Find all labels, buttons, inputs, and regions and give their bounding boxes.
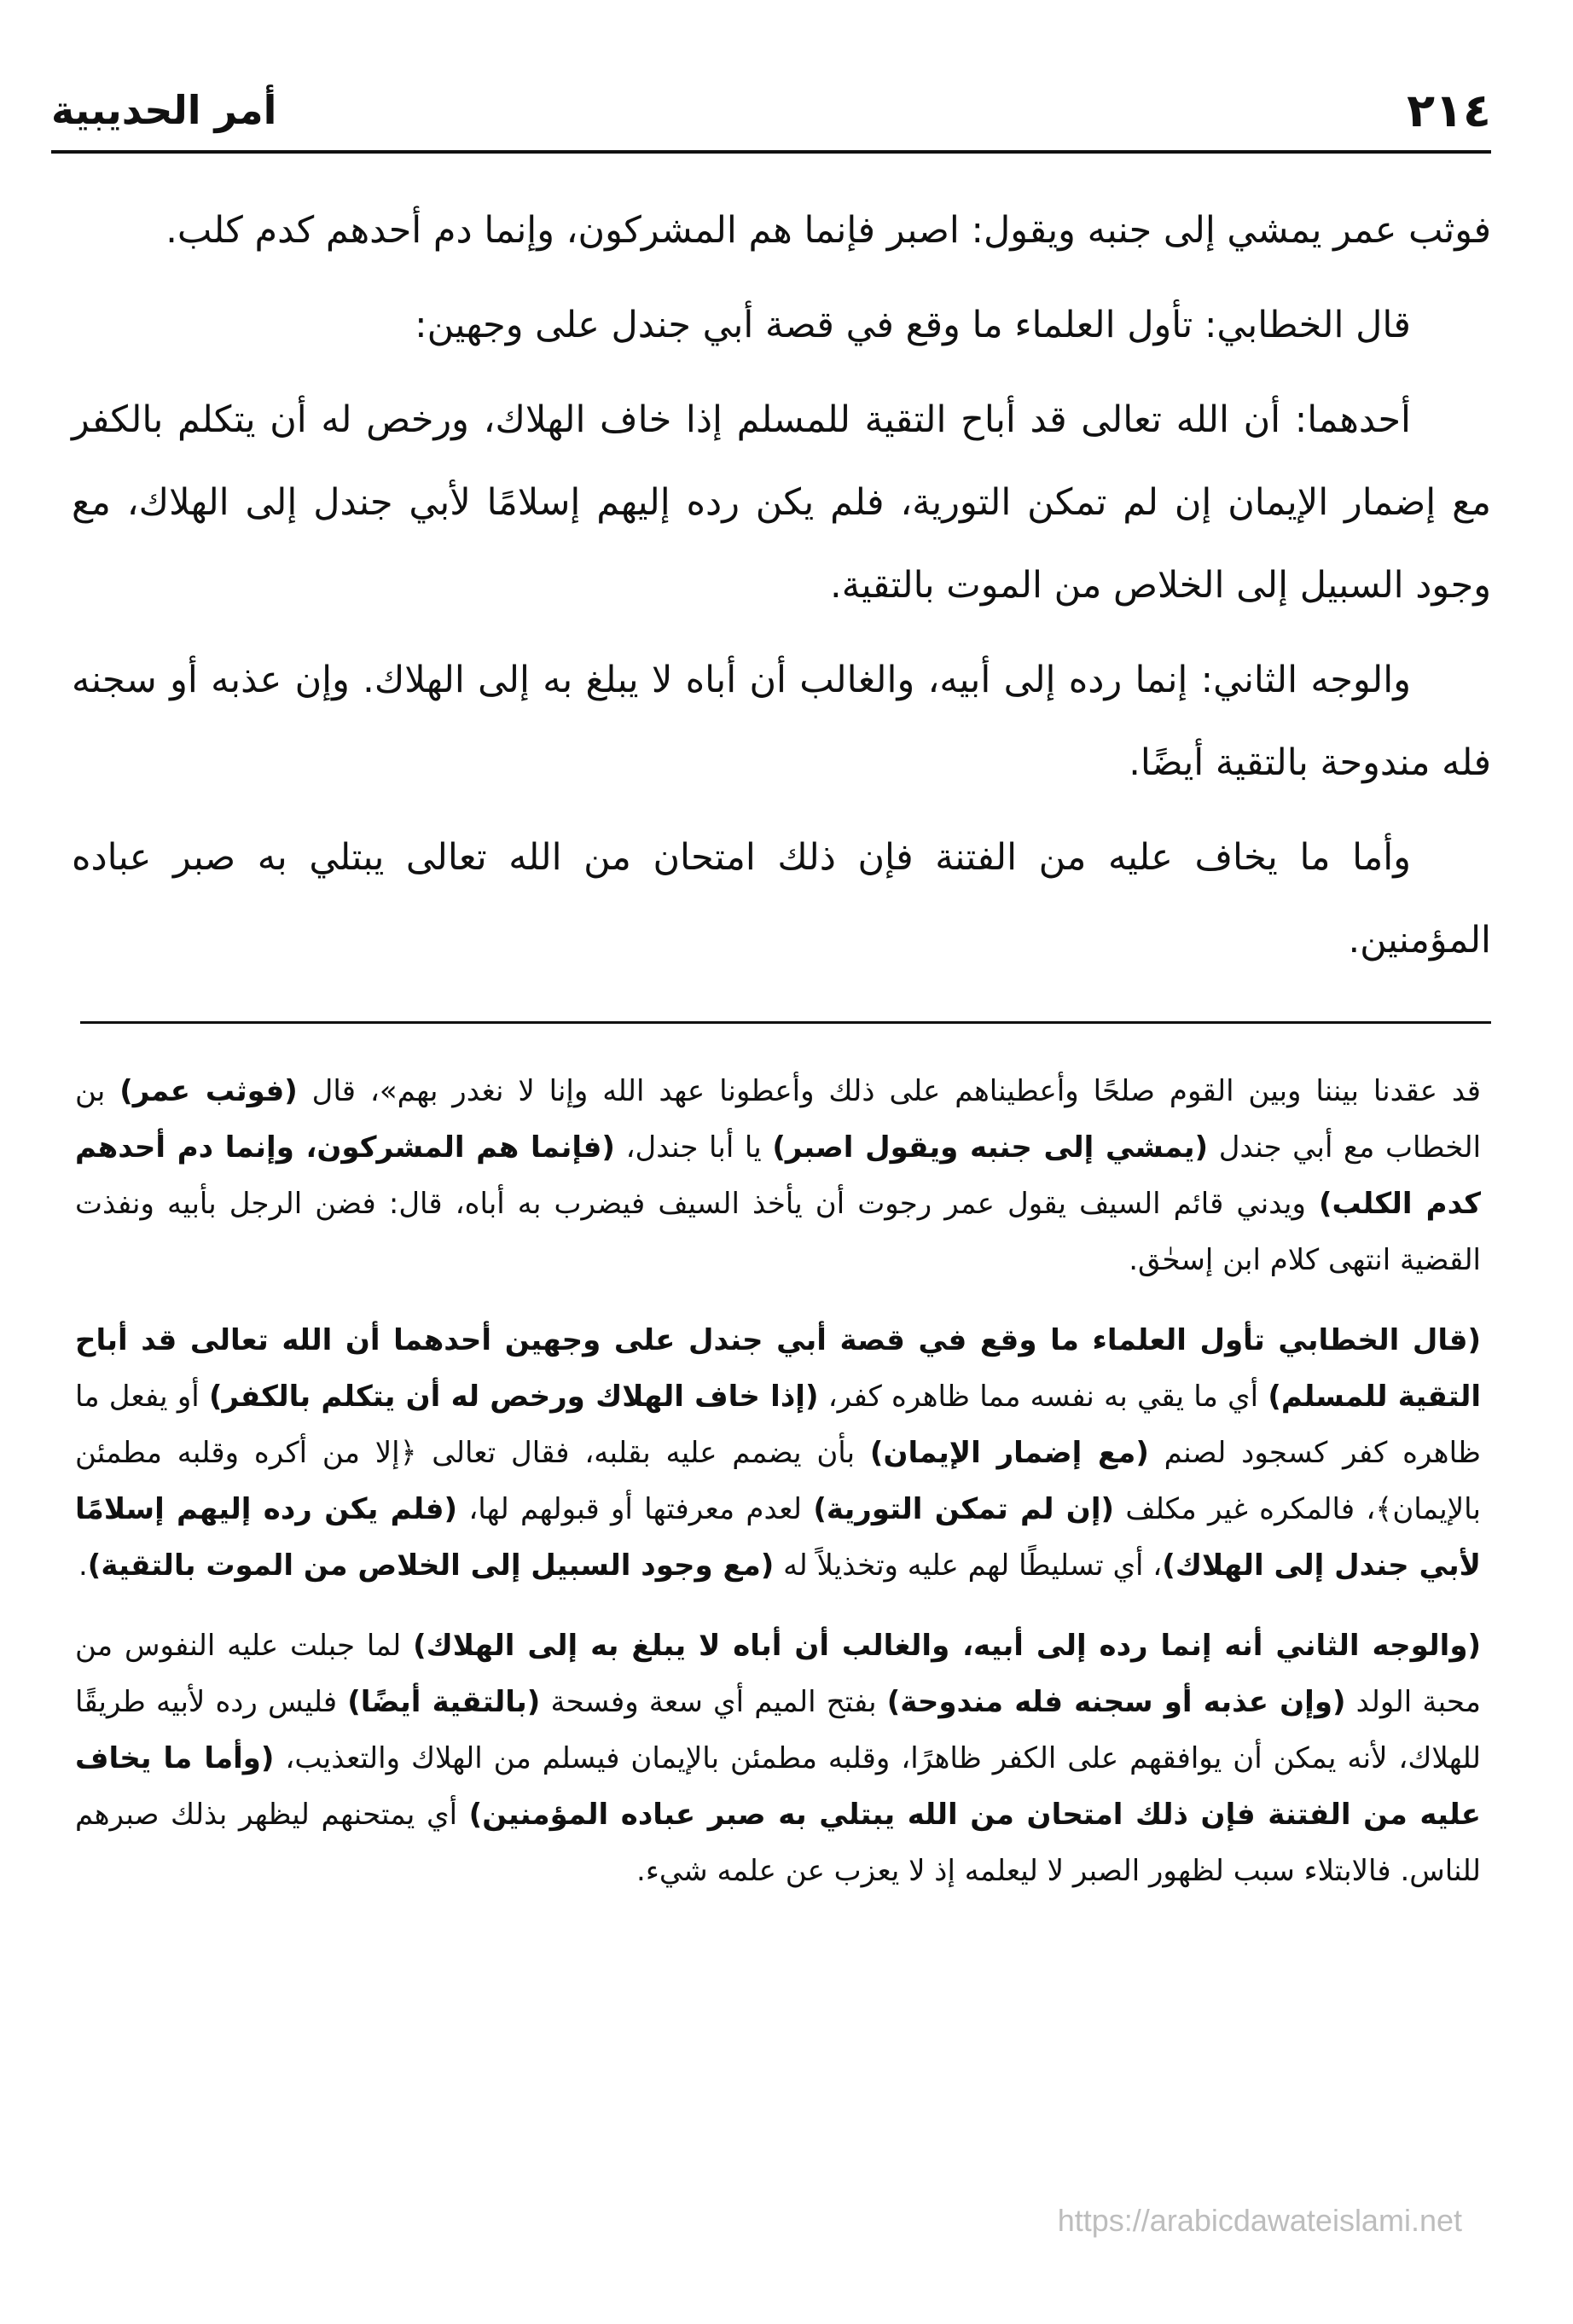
quoted-matn: (فإنما هم المشركون، وإنما دم أحدهم كدم الكلب) [75, 1130, 1481, 1221]
commentary-text: لما جبلت عليه النفوس من محبة الولد [75, 1629, 1481, 1719]
commentary-text: بأن يضمم عليه بقلبه، فقال تعالى ﴿إلا من أكره وقلبه مطمئن بالإيمان﴾، فالمكره غير مكلف [75, 1436, 1481, 1526]
commentary-text: أي ما يقي به نفسه مما ظاهره كفر، [818, 1380, 1268, 1414]
quoted-matn: (فوثب عمر) [119, 1074, 298, 1108]
watermark-url: https://arabicdawateislami.net [1057, 2203, 1462, 2238]
quoted-matn: (والوجه الثاني أنه إنما رده إلى أبيه، والغالب أن أباه لا يبلغ به إلى الهلاك) [413, 1629, 1481, 1663]
commentary [75, 1063, 1481, 1923]
commentary-text: بفتح الميم أي سعة وفسحة [540, 1685, 887, 1719]
quoted-matn: (قال الخطابي تأول العلماء ما وقع في قصة أبي جندل على وجهين أحدهما أن الله تعالى قد أباح التقية للمسلم) [75, 1323, 1481, 1414]
commentary-paragraph [75, 1618, 1481, 1899]
main-text [72, 189, 1491, 994]
commentary-text: يا أبا جندل، [614, 1130, 773, 1165]
main-paragraph: أحدهما: أن الله تعالى قد أباح التقية للمسلم إذا خاف الهلاك، ورخص له أن يتكلم بالكفر مع إضمار الإيمان إن لم تمكن التورية، فلم يكن رده إليهم إسلامًا لأبي جندل إلى الهلاك، مع وجود السبيل إلى الخلاص من الموت بالتقية. [72, 398, 1491, 607]
commentary-text: ، أي تسليطًا لهم عليه وتخذيلاً له [774, 1548, 1163, 1583]
commentary-divider [80, 1021, 1491, 1024]
running-title: أمر الحديبية [51, 87, 277, 133]
quoted-matn: (وأما ما يخاف عليه من الفتنة فإن ذلك امتحان من الله يبتلي به صبر عباده المؤمنين) [75, 1741, 1481, 1832]
quoted-matn: (إذا خاف الهلاك ورخص له أن يتكلم بالكفر) [208, 1380, 819, 1414]
commentary-text: أو يفعل ما ظاهره كفر كسجود لصنم [75, 1380, 1481, 1470]
commentary-text: بن الخطاب مع أبي جندل [75, 1074, 1482, 1165]
commentary-text: قد عقدنا بيننا وبين القوم صلحًا وأعطيناهم على ذلك وأعطونا عهد الله وإنا لا نغدر بهم»، قال [297, 1074, 1481, 1108]
commentary-paragraph [75, 1063, 1481, 1288]
main-paragraph: وأما ما يخاف عليه من الفتنة فإن ذلك امتحان من الله تعالى يبتلي به صبر عباده المؤمنين. [72, 836, 1491, 962]
main-paragraph: قال الخطابي: تأول العلماء ما وقع في قصة أبي جندل على وجهين: [415, 304, 1411, 346]
page-header [51, 84, 1491, 143]
quoted-matn: (مع إضمار الإيمان) [869, 1436, 1149, 1470]
quoted-matn: (وإن عذبه أو سجنه فله مندوحة) [886, 1685, 1346, 1719]
commentary-text: أي يمتحنهم ليظهر بذلك صبرهم للناس. فالابتلاء سبب لظهور الصبر لا ليعلمه إذ لا يعزب عن علمه شيء. [75, 1798, 1481, 1888]
commentary-text: لعدم معرفتها أو قبولهم لها، [457, 1492, 814, 1526]
quoted-matn: (إن لم تمكن التورية) [813, 1492, 1115, 1526]
commentary-text: فليس رده لأبيه طريقًا للهلاك، لأنه يمكن أن يوافقهم على الكفر ظاهرًا، وقلبه مطمئن بالإيمان فيسلم من الهلاك والتعذيب، [75, 1685, 1481, 1775]
commentary-paragraph [75, 1312, 1481, 1594]
quoted-matn: (يمشي إلى جنبه ويقول اصبر) [772, 1130, 1209, 1165]
commentary-text: ويدني قائم السيف يقول عمر رجوت أن يأخذ السيف فيضرب به أباه، قال: فضن الرجل بأبيه ونفذت القضية انتهى كلام ابن إسحٰق. [75, 1187, 1481, 1277]
commentary-text: . [78, 1548, 88, 1583]
quoted-matn: (فلم يكن رده إليهم إسلامًا لأبي جندل إلى الهلاك) [75, 1492, 1481, 1583]
quoted-matn: (مع وجود السبيل إلى الخلاص من الموت بالتقية) [87, 1548, 775, 1583]
header-rule [51, 150, 1491, 154]
page-number: ٢١٤ [1407, 84, 1491, 137]
main-paragraph: فوثب عمر يمشي إلى جنبه ويقول: اصبر فإنما هم المشركون، وإنما دم أحدهم كدم كلب. [165, 209, 1491, 252]
quoted-matn: (بالتقية أيضًا) [347, 1685, 541, 1719]
main-paragraph: والوجه الثاني: إنما رده إلى أبيه، والغالب أن أباه لا يبلغ به إلى الهلاك. وإن عذبه أو سجنه فله مندوحة بالتقية أيضًا. [72, 659, 1491, 784]
